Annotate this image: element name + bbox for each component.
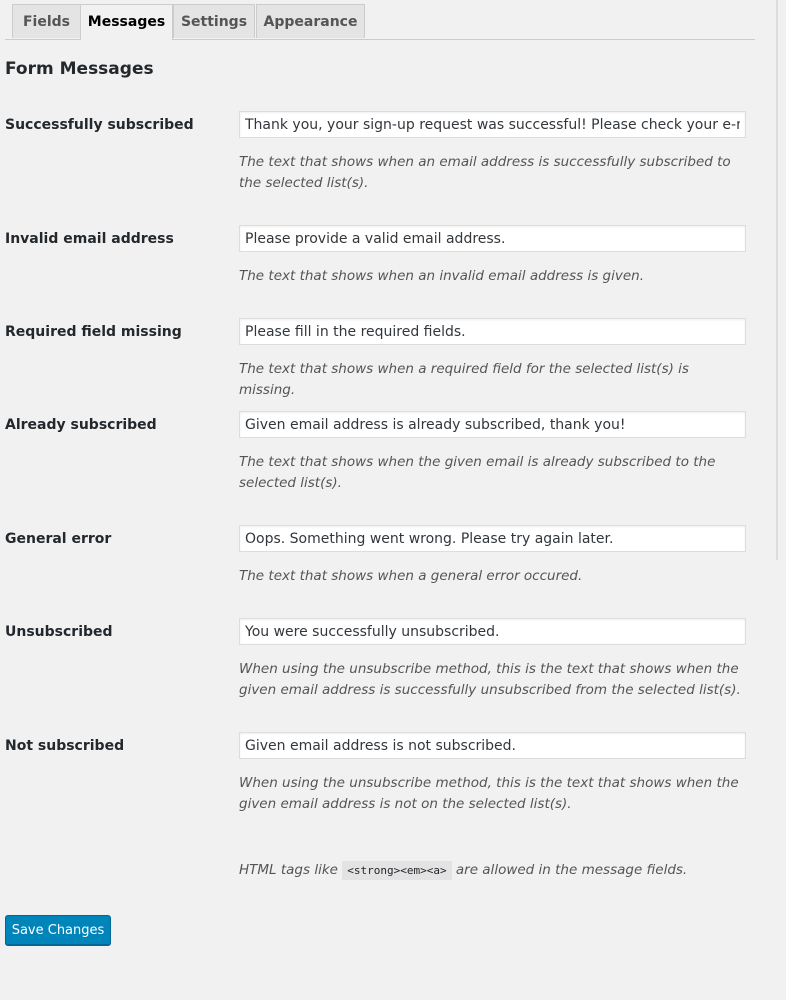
invalid-email-input[interactable] xyxy=(239,225,746,252)
label-required-field-missing: Required field missing xyxy=(5,324,182,340)
label-successfully-subscribed: Successfully subscribed xyxy=(5,117,194,133)
required-field-missing-input[interactable] xyxy=(239,318,746,345)
label-general-error: General error xyxy=(5,531,112,547)
tab-messages[interactable]: Messages xyxy=(80,4,173,40)
label-invalid-email: Invalid email address xyxy=(5,231,174,247)
description-not-subscribed: When using the unsubscribe method, this is the text that shows when the given email address is not on the selected list(s). xyxy=(239,775,739,812)
tab-bar xyxy=(5,0,755,40)
note-before: HTML tags like xyxy=(239,862,343,878)
save-changes-button[interactable]: Save Changes xyxy=(5,915,111,945)
label-not-subscribed: Not subscribed xyxy=(5,738,125,754)
note-after: are allowed in the message fields. xyxy=(451,862,688,878)
general-error-input[interactable] xyxy=(239,525,746,552)
tab-fields[interactable]: Fields xyxy=(12,4,81,38)
successfully-subscribed-input[interactable] xyxy=(239,111,746,138)
description-unsubscribed: When using the unsubscribe method, this is the text that shows when the given email address is successfully unsubscribed from the selected list(s). xyxy=(239,661,741,698)
unsubscribed-input[interactable] xyxy=(239,618,746,645)
label-unsubscribed: Unsubscribed xyxy=(5,624,113,640)
scrollbar[interactable] xyxy=(776,0,778,560)
label-already-subscribed: Already subscribed xyxy=(5,417,157,433)
allowed-tags-code: <strong><em><a> xyxy=(342,861,451,880)
tab-settings[interactable]: Settings xyxy=(173,4,255,38)
tab-appearance[interactable]: Appearance xyxy=(256,4,365,38)
already-subscribed-input[interactable] xyxy=(239,411,746,438)
description-invalid-email: The text that shows when an invalid email address is given. xyxy=(239,268,644,284)
html-tags-note xyxy=(239,858,687,883)
description-successfully-subscribed: The text that shows when an email address is successfully subscribed to the selected list(s). xyxy=(239,154,731,191)
description-already-subscribed: The text that shows when the given email is already subscribed to the selected list(s). xyxy=(239,454,716,491)
not-subscribed-input[interactable] xyxy=(239,732,746,759)
description-required-field-missing: The text that shows when a required field for the selected list(s) is missing. xyxy=(239,361,689,398)
description-general-error: The text that shows when a general error occured. xyxy=(239,568,583,584)
section-title: Form Messages xyxy=(5,59,154,79)
